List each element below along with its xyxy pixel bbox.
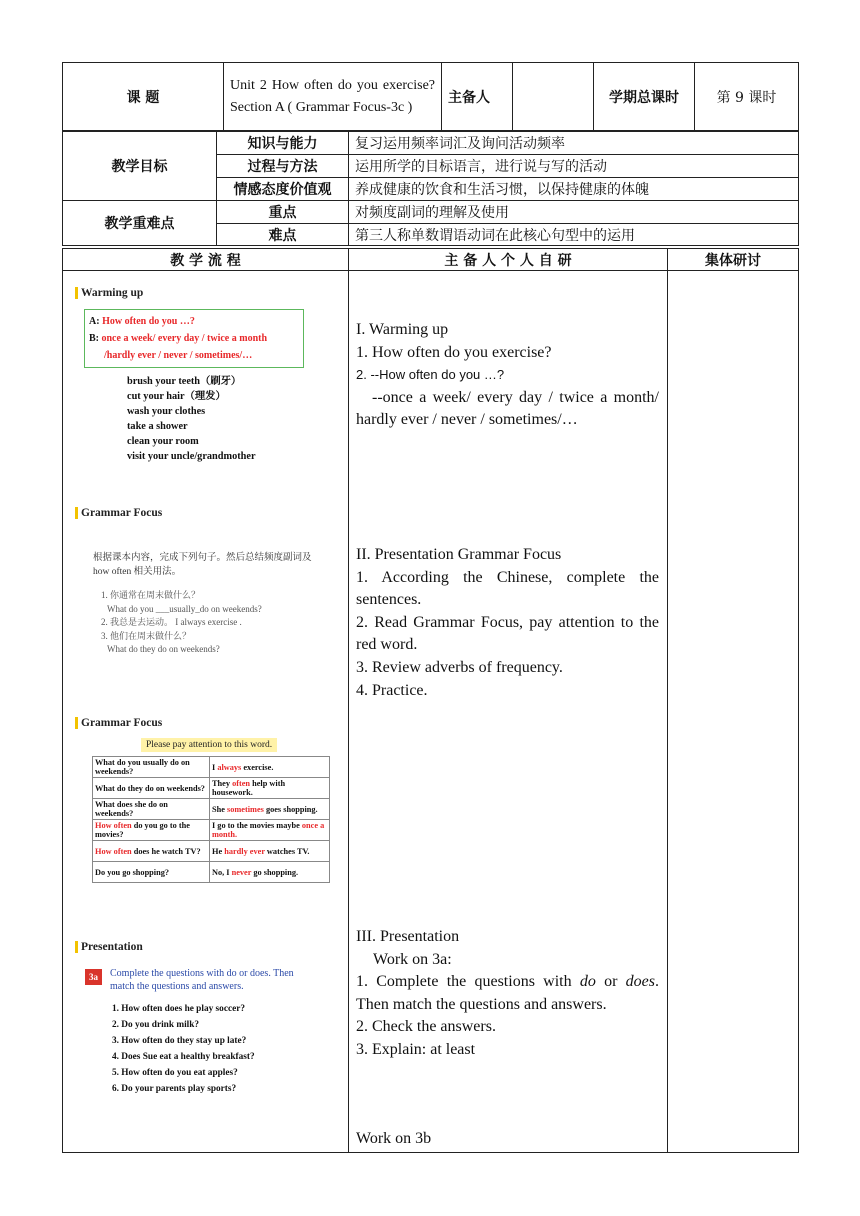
- key-label: 教学重难点: [63, 201, 217, 246]
- table-cell: They often help with housework.: [210, 778, 330, 799]
- pres-instructions: Complete the questions with do or does. Then match the questions and answers.: [110, 968, 294, 992]
- instr-line: how often 相关用法。: [93, 567, 182, 577]
- exercise-line: 1. How often does he play soccer?: [112, 1004, 245, 1014]
- dialog-box: [84, 309, 304, 368]
- text-line: --once a week/ every day / twice a month/ hardly ever / never / sometimes/…: [356, 388, 659, 429]
- table-cell: Do you go shopping?: [93, 862, 210, 883]
- goal-type: 过程与方法: [217, 155, 349, 178]
- a-text: How often do you …?: [102, 316, 195, 327]
- text-line: Work on 3b: [356, 1130, 432, 1147]
- table-cell: No, I never go shopping.: [210, 862, 330, 883]
- activity-item: visit your uncle/grandmother: [127, 451, 256, 462]
- text-line: 4. Practice.: [356, 681, 428, 699]
- preparer-value: [513, 63, 594, 131]
- question-cn: 3. 他们在周末做什么？: [101, 630, 192, 641]
- text-line: 2. Read Grammar Focus, pay attention to the red word.: [356, 613, 659, 654]
- header-table: [62, 62, 799, 131]
- activity-list: [127, 374, 335, 464]
- goal-type: 知识与能力: [217, 132, 349, 155]
- goal-desc: 养成健康的饮食和生活习惯，以保持健康的体魄: [349, 178, 799, 201]
- table-cell: She sometimes goes shopping.: [210, 799, 330, 820]
- bullet-bar-icon: [75, 717, 78, 729]
- section-presentation: [349, 926, 667, 1062]
- goals-table: [62, 131, 799, 246]
- key-type: 难点: [217, 224, 349, 246]
- section-heading: III. Presentation: [356, 928, 460, 945]
- slide-title: Presentation: [81, 941, 143, 953]
- activity-item: take a shower: [127, 421, 188, 432]
- grammar-focus-slide-1: [75, 505, 340, 657]
- exercise-badge: 3a: [85, 969, 102, 985]
- answer-line: What do they do on weekends?: [107, 644, 220, 654]
- bullet-bar-icon: [75, 941, 78, 953]
- b-label: B:: [89, 333, 99, 344]
- total-value: 第 9 课时: [695, 63, 799, 131]
- question-cn: 1. 你通常在周末做什么？: [101, 590, 201, 600]
- section-heading: II. Presentation Grammar Focus: [356, 546, 562, 563]
- table-row: [93, 757, 330, 778]
- a-label: A:: [89, 316, 100, 327]
- section-heading: I. Warming up: [356, 321, 449, 338]
- exercise-lines: [112, 1001, 340, 1097]
- collective-cell: [668, 271, 799, 1153]
- instr-line: 根据课本内容，完成下列句子。然后总结频度副词及: [93, 553, 312, 563]
- table-cell: What does she do on weekends?: [93, 799, 210, 820]
- gf1-questions: [101, 589, 340, 657]
- topic-value: Unit 2 How often do you exercise? Section A ( Grammar Focus-3c ): [224, 63, 442, 131]
- activity-item: clean your room: [127, 436, 199, 447]
- table-cell: What do you usually do on weekends?: [93, 757, 210, 778]
- text-line: 3. Explain: at least: [356, 1040, 476, 1058]
- table-cell: I always exercise.: [210, 757, 330, 778]
- exercise-line: 4. Does Sue eat a healthy breakfast?: [112, 1052, 255, 1062]
- table-row: [93, 862, 330, 883]
- section-warming: [349, 319, 667, 432]
- text-line: 2. --How often do you …?: [356, 367, 505, 383]
- grammar-focus-slide-2: [75, 715, 340, 896]
- activity-item: wash your clothes: [127, 406, 206, 417]
- gf2-table: [92, 756, 330, 883]
- research-col-header: 主 备 人 个 人 自 研: [349, 249, 668, 271]
- table-cell: He hardly ever watches TV.: [210, 841, 330, 862]
- slide-title: Warming up: [81, 287, 144, 299]
- section-grammar: [349, 544, 667, 702]
- key-desc: 第三人称单数谓语动词在此核心句型中的运用: [349, 224, 799, 246]
- table-row: [93, 778, 330, 799]
- key-desc: 对频度副词的理解及使用: [349, 201, 799, 224]
- slide-title: Grammar Focus: [81, 717, 163, 729]
- bullet-bar-icon: [75, 287, 78, 299]
- flow-col-header: 教 学 流 程: [63, 249, 349, 271]
- presentation-slide: [75, 939, 340, 1097]
- goal-desc: 复习运用频率词汇及询问活动频率: [349, 132, 799, 155]
- text-line: 2. Check the answers.: [356, 1018, 496, 1036]
- slide-title: Grammar Focus: [81, 507, 163, 519]
- table-cell: How often do you go to the movies?: [93, 820, 210, 841]
- goal-desc: 运用所学的目标语言，进行说与写的活动: [349, 155, 799, 178]
- slides-cell: [63, 271, 349, 1153]
- bullet-bar-icon: [75, 507, 78, 519]
- warming-slide: [75, 285, 335, 464]
- gf1-instructions: [93, 551, 340, 579]
- goals-label: 教学目标: [63, 132, 217, 201]
- b-text: once a week/ every day / twice a month: [101, 333, 268, 344]
- goal-type: 情感态度价值观: [217, 178, 349, 201]
- topic-label: 课 题: [63, 63, 224, 131]
- flow-table: [62, 248, 799, 1153]
- total-label: 学期总课时: [594, 63, 695, 131]
- exercise-line: 5. How often do you eat apples?: [112, 1068, 238, 1078]
- table-row: [93, 841, 330, 862]
- b-text-cont: /hardly ever / never / sometimes/…: [104, 350, 253, 361]
- key-type: 重点: [217, 201, 349, 224]
- attention-note: Please pay attention to this word.: [141, 738, 277, 752]
- collective-col-header: 集体研讨: [668, 249, 799, 271]
- research-cell: [349, 271, 668, 1153]
- text-line: 1. Complete the questions with do or does. Then match the questions and answers.: [356, 973, 659, 1013]
- table-row: [93, 820, 330, 841]
- table-cell: How often does he watch TV?: [93, 841, 210, 862]
- instr-block: [75, 967, 340, 997]
- text-line: Work on 3a:: [373, 950, 452, 968]
- preparer-label: 主备人: [442, 63, 513, 131]
- activity-item: cut your hair（理发）: [127, 391, 226, 402]
- text-line: 1. How often do you exercise?: [356, 343, 552, 361]
- question-cn: 2. 我总是去运动。 I always exercise .: [101, 617, 242, 627]
- answer-line: What do you ___usually_do on weekends?: [107, 603, 262, 614]
- exercise-line: 2. Do you drink milk?: [112, 1020, 200, 1030]
- text-line: 1. According the Chinese, complete the sentences.: [356, 568, 659, 609]
- gf2-table-wrap: [92, 756, 340, 896]
- activity-item: brush your teeth（刷牙）: [127, 376, 242, 387]
- table-row: [93, 799, 330, 820]
- exercise-line: 3. How often do they stay up late?: [112, 1036, 247, 1046]
- text-line: 3. Review adverbs of frequency.: [356, 658, 563, 676]
- table-cell: What do they do on weekends?: [93, 778, 210, 799]
- section-3b: [349, 1128, 667, 1151]
- table-cell: I go to the movies maybe once a month.: [210, 820, 330, 841]
- exercise-line: 6. Do your parents play sports?: [112, 1084, 237, 1094]
